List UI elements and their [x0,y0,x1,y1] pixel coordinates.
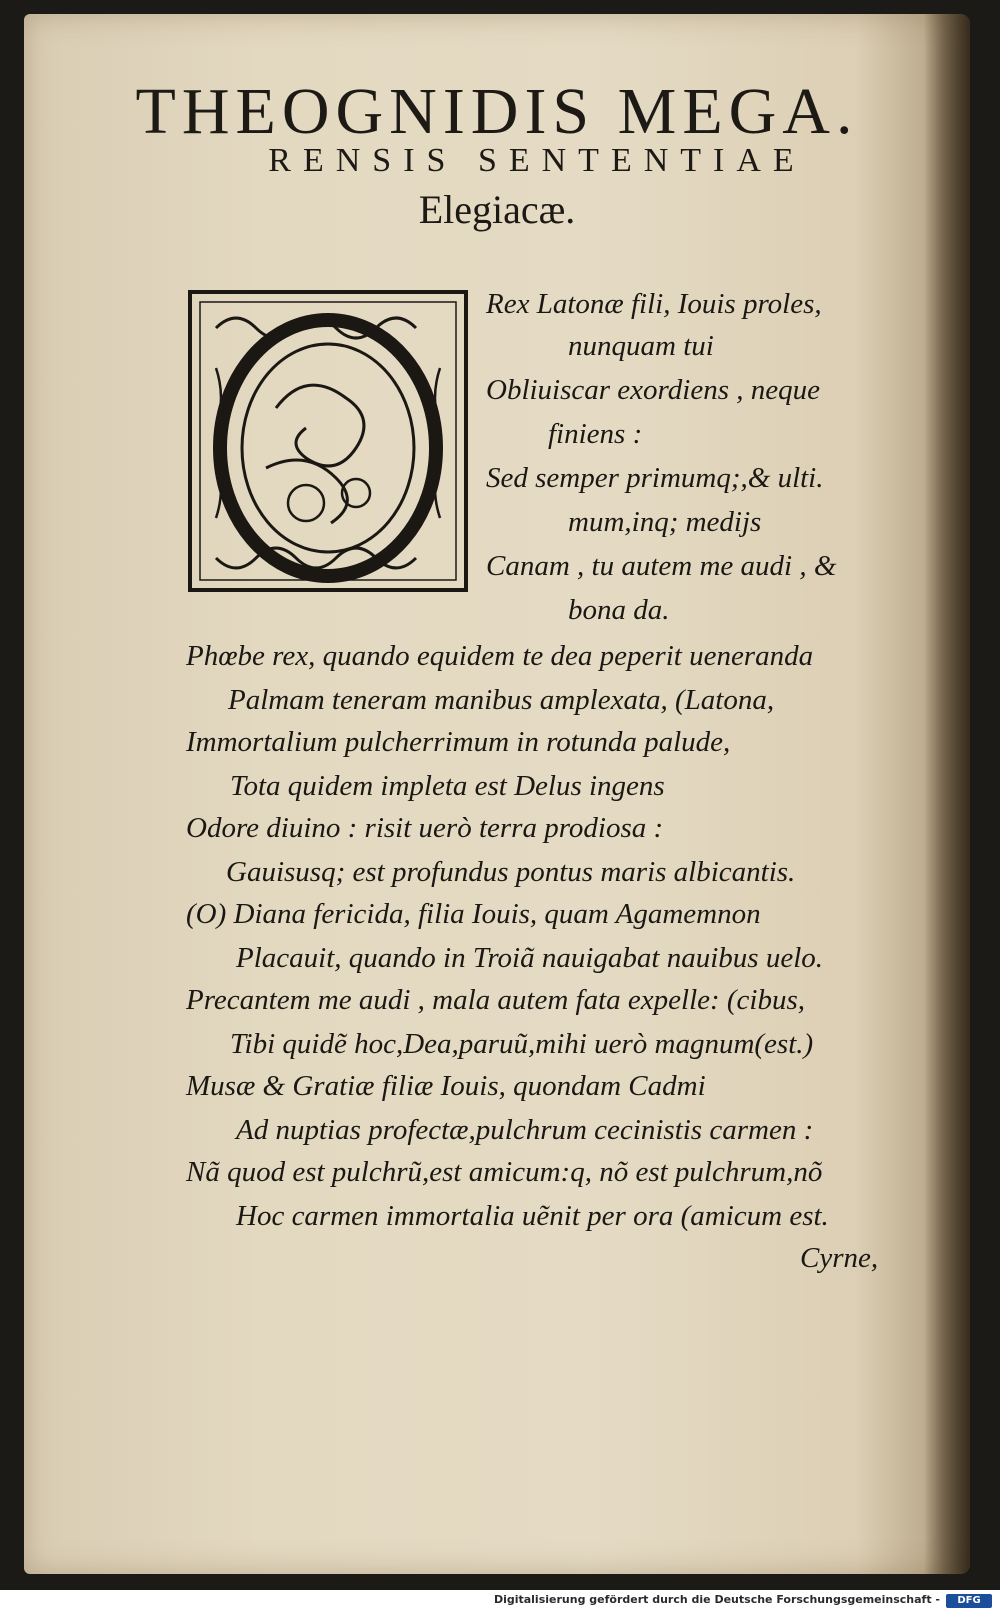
page-spine-shadow [924,14,970,1574]
book-page [24,14,970,1574]
digitization-footer [0,1591,1000,1611]
intro-line: bona da. [568,594,670,626]
verse-line: Tibi quidẽ hoc,Dea,paruũ,mihi uerò magnum(est.) [230,1028,814,1060]
verse-line: Phœbe rex, quando equidem te dea peperit ueneranda [186,640,814,672]
decorated-initial-icon [186,288,470,594]
catchword: Cyrne, [800,1242,879,1274]
verse-line: Palmam teneram manibus amplexata, (Latona, [228,684,775,716]
dfg-logo-icon: DFG [946,1594,992,1608]
verse-line: Immortalium pulcherrimum in rotunda palude, [186,726,731,758]
verse-line: Gauisusq; est profundus pontus maris albicantis. [226,856,796,888]
verse-line: Musæ & Gratiæ filiæ Iouis, quondam Cadmi [186,1070,706,1102]
intro-line: Canam , tu autem me audi , & [486,550,837,582]
title-line-3: Elegiacæ. [418,187,576,232]
verse-line: (O) Diana fericida, filia Iouis, quam Agamemnon [186,898,761,930]
verse-line: Hoc carmen immortalia uẽnit per ora (amicum est. [236,1200,829,1232]
intro-line: Obliuiscar exordiens , neque [486,374,820,406]
verse-line: Tota quidem impleta est Delus ingens [230,770,665,802]
intro-line: Sed semper primumq;,& ulti. [486,462,824,494]
verse-line: Nã quod est pulchrũ,est amicum:q, nõ est pulchrum,nõ [186,1156,823,1188]
intro-line: mum,inq; medijs [568,506,762,538]
verse-line: Odore diuino : risit uerò terra prodiosa : [186,812,664,844]
verse-line: Ad nuptias profectæ,pulchrum cecinistis carmen : [236,1114,814,1146]
intro-line: Rex Latonæ fili, Iouis proles, [486,288,822,320]
title-line-2: RENSIS SENTENTIAE [268,142,806,179]
intro-line: nunquam tui [568,330,714,362]
footer-credit: Digitalisierung gefördert durch die Deutsche Forschungsgemeinschaft - [493,1593,940,1606]
verse-line: Placauit, quando in Troiã nauigabat nauibus uelo. [236,942,823,974]
verse-line: Precantem me audi , mala autem fata expelle: (cibus, [186,984,806,1016]
title-line-1: THEOGNIDIS MEGA. [135,75,859,148]
intro-line: finiens : [548,418,643,450]
